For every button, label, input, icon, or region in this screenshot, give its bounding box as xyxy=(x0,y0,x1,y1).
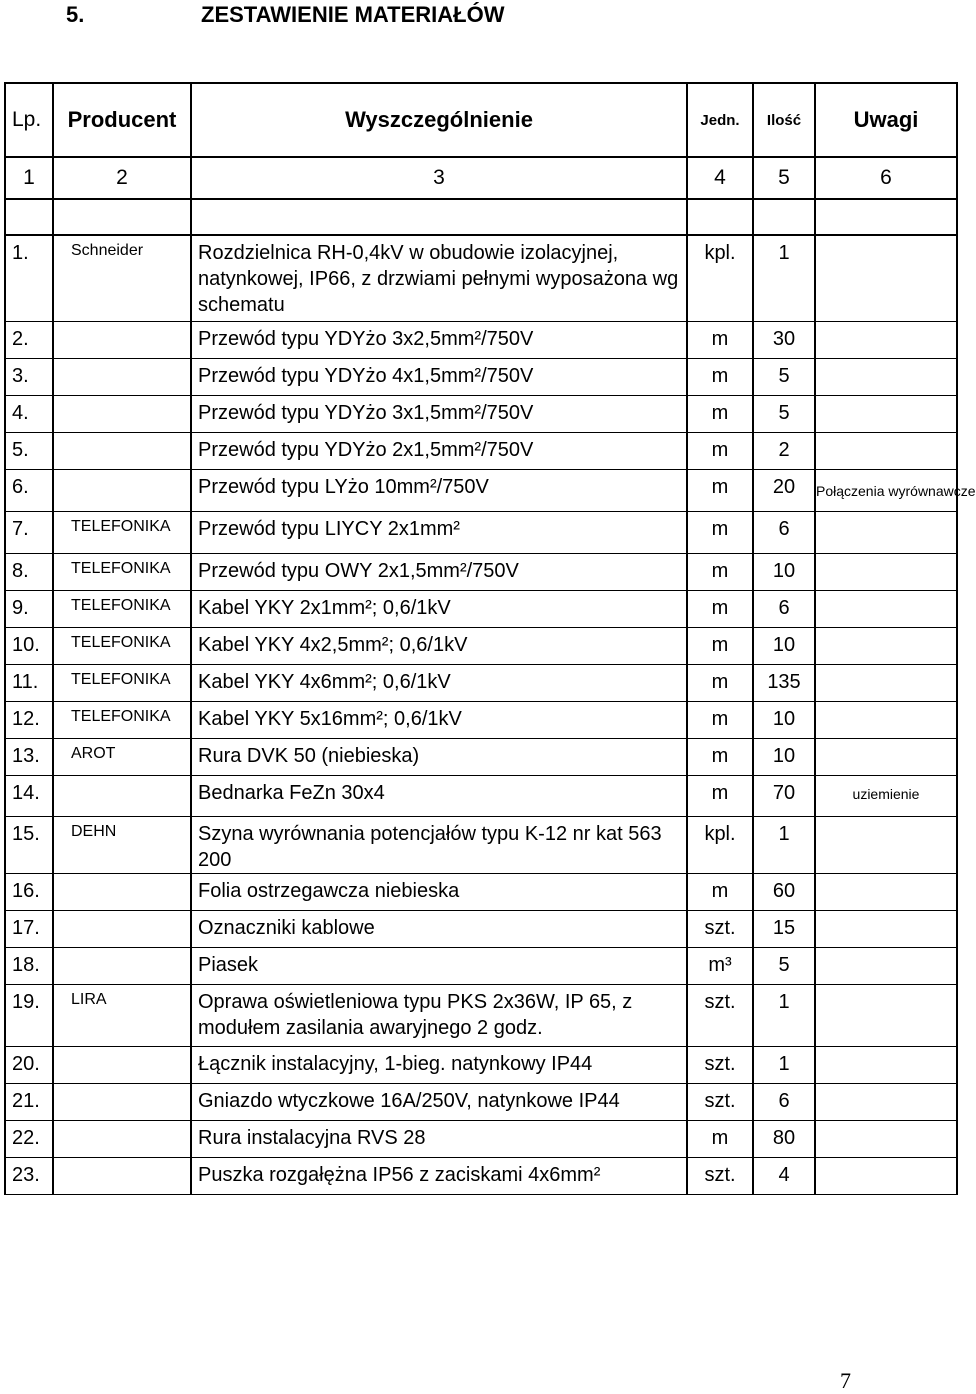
row-lp: 22. xyxy=(5,1121,53,1158)
table-row xyxy=(5,1121,957,1158)
header-wyszczegolnienie: Wyszczególnienie xyxy=(191,83,687,157)
row-producent: LIRA xyxy=(53,985,191,1047)
row-lp: 8. xyxy=(5,554,53,591)
row-uwagi xyxy=(815,739,957,776)
row-wyszczegolnienie: Przewód typu LYżo 10mm²/750V xyxy=(191,470,687,512)
row-lp: 2. xyxy=(5,322,53,359)
table-row xyxy=(5,433,957,470)
row-ilosc: 1 xyxy=(753,235,815,322)
row-producent xyxy=(53,396,191,433)
materials-table xyxy=(4,82,976,1195)
table-row xyxy=(5,985,957,1047)
row-ilosc: 20 xyxy=(753,470,815,512)
row-jedn: kpl. xyxy=(687,235,753,322)
page-number: 7 xyxy=(840,1368,851,1393)
row-lp: 11. xyxy=(5,665,53,702)
row-producent xyxy=(53,911,191,948)
row-lp: 20. xyxy=(5,1047,53,1084)
row-wyszczegolnienie: Rura DVK 50 (niebieska) xyxy=(191,739,687,776)
row-jedn: m xyxy=(687,322,753,359)
row-producent: TELEFONIKA xyxy=(53,628,191,665)
section-title: ZESTAWIENIE MATERIAŁÓW xyxy=(201,2,505,27)
row-wyszczegolnienie: Przewód typu YDYżo 2x1,5mm²/750V xyxy=(191,433,687,470)
row-jedn: m xyxy=(687,665,753,702)
row-lp: 9. xyxy=(5,591,53,628)
row-ilosc: 1 xyxy=(753,817,815,874)
spacer-cell xyxy=(5,199,53,235)
spacer-cell xyxy=(191,199,687,235)
row-uwagi xyxy=(815,1084,957,1121)
row-ilosc: 5 xyxy=(753,948,815,985)
spacer-cell xyxy=(53,199,191,235)
header-ilosc: Ilość xyxy=(753,83,815,157)
row-jedn: m³ xyxy=(687,948,753,985)
row-wyszczegolnienie: Rura instalacyjna RVS 28 xyxy=(191,1121,687,1158)
row-uwagi xyxy=(815,512,957,554)
row-lp: 14. xyxy=(5,776,53,817)
row-jedn: m xyxy=(687,739,753,776)
row-ilosc: 15 xyxy=(753,911,815,948)
section-heading xyxy=(66,0,505,30)
table-row xyxy=(5,396,957,433)
table-row xyxy=(5,874,957,911)
table-row xyxy=(5,591,957,628)
row-lp: 10. xyxy=(5,628,53,665)
row-ilosc: 10 xyxy=(753,739,815,776)
row-producent: TELEFONIKA xyxy=(53,665,191,702)
row-lp: 19. xyxy=(5,985,53,1047)
row-jedn: m xyxy=(687,396,753,433)
row-wyszczegolnienie: Oprawa oświetleniowa typu PKS 2x36W, IP 65, z modułem zasilania awaryjnego 2 godz. xyxy=(191,985,687,1047)
row-lp: 13. xyxy=(5,739,53,776)
row-jedn: szt. xyxy=(687,1047,753,1084)
table-row xyxy=(5,1158,957,1195)
row-uwagi xyxy=(815,591,957,628)
row-jedn: m xyxy=(687,433,753,470)
row-uwagi xyxy=(815,235,957,322)
table-row xyxy=(5,665,957,702)
row-wyszczegolnienie: Kabel YKY 4x6mm²; 0,6/1kV xyxy=(191,665,687,702)
row-jedn: kpl. xyxy=(687,817,753,874)
table-row xyxy=(5,702,957,739)
column-number: 2 xyxy=(53,157,191,199)
row-wyszczegolnienie: Przewód typu YDYżo 3x2,5mm²/750V xyxy=(191,322,687,359)
row-uwagi: uziemienie xyxy=(815,776,957,817)
row-wyszczegolnienie: Szyna wyrównania potencjałów typu K-12 nr kat 563 200 xyxy=(191,817,687,874)
row-jedn: m xyxy=(687,628,753,665)
row-ilosc: 10 xyxy=(753,554,815,591)
row-uwagi xyxy=(815,1158,957,1195)
row-wyszczegolnienie: Puszka rozgałężna IP56 z zaciskami 4x6mm² xyxy=(191,1158,687,1195)
table-row xyxy=(5,512,957,554)
row-producent xyxy=(53,1047,191,1084)
row-lp: 15. xyxy=(5,817,53,874)
row-uwagi xyxy=(815,1121,957,1158)
row-uwagi xyxy=(815,948,957,985)
row-wyszczegolnienie: Kabel YKY 5x16mm²; 0,6/1kV xyxy=(191,702,687,739)
row-lp: 12. xyxy=(5,702,53,739)
row-lp: 16. xyxy=(5,874,53,911)
row-lp: 7. xyxy=(5,512,53,554)
table-row xyxy=(5,776,957,817)
row-jedn: szt. xyxy=(687,1158,753,1195)
table-row xyxy=(5,739,957,776)
row-ilosc: 6 xyxy=(753,1084,815,1121)
row-producent: AROT xyxy=(53,739,191,776)
row-producent: DEHN xyxy=(53,817,191,874)
table-header-row xyxy=(5,83,957,157)
table-row xyxy=(5,1047,957,1084)
section-number: 5. xyxy=(66,2,85,27)
row-ilosc: 10 xyxy=(753,628,815,665)
row-producent xyxy=(53,359,191,396)
row-ilosc: 1 xyxy=(753,985,815,1047)
column-number: 1 xyxy=(5,157,53,199)
row-wyszczegolnienie: Bednarka FeZn 30x4 xyxy=(191,776,687,817)
table-row xyxy=(5,628,957,665)
row-producent xyxy=(53,433,191,470)
row-ilosc: 80 xyxy=(753,1121,815,1158)
row-ilosc: 70 xyxy=(753,776,815,817)
row-producent xyxy=(53,1121,191,1158)
row-wyszczegolnienie: Folia ostrzegawcza niebieska xyxy=(191,874,687,911)
row-wyszczegolnienie: Rozdzielnica RH-0,4kV w obudowie izolacyjnej, natynkowej, IP66, z drzwiami pełnymi wyposażona wg schematu xyxy=(191,235,687,322)
row-ilosc: 135 xyxy=(753,665,815,702)
column-number: 4 xyxy=(687,157,753,199)
row-producent xyxy=(53,1084,191,1121)
row-jedn: m xyxy=(687,1121,753,1158)
row-uwagi xyxy=(815,322,957,359)
table-row xyxy=(5,911,957,948)
row-wyszczegolnienie: Przewód typu YDYżo 4x1,5mm²/750V xyxy=(191,359,687,396)
column-numbers-row xyxy=(5,157,957,199)
header-lp: Lp. xyxy=(5,83,53,157)
row-jedn: m xyxy=(687,591,753,628)
header-producent: Producent xyxy=(53,83,191,157)
row-uwagi: Połączenia wyrównawcze xyxy=(815,470,957,512)
row-lp: 23. xyxy=(5,1158,53,1195)
row-jedn: m xyxy=(687,702,753,739)
row-wyszczegolnienie: Przewód typu YDYżo 3x1,5mm²/750V xyxy=(191,396,687,433)
row-jedn: m xyxy=(687,359,753,396)
row-producent xyxy=(53,874,191,911)
row-lp: 18. xyxy=(5,948,53,985)
row-ilosc: 5 xyxy=(753,359,815,396)
row-producent xyxy=(53,470,191,512)
row-wyszczegolnienie: Przewód typu OWY 2x1,5mm²/750V xyxy=(191,554,687,591)
row-wyszczegolnienie: Kabel YKY 2x1mm²; 0,6/1kV xyxy=(191,591,687,628)
spacer-cell xyxy=(687,199,753,235)
row-wyszczegolnienie: Łącznik instalacyjny, 1-bieg. natynkowy IP44 xyxy=(191,1047,687,1084)
spacer-cell xyxy=(753,199,815,235)
row-jedn: m xyxy=(687,776,753,817)
row-ilosc: 5 xyxy=(753,396,815,433)
row-ilosc: 2 xyxy=(753,433,815,470)
table-row xyxy=(5,359,957,396)
row-lp: 5. xyxy=(5,433,53,470)
row-uwagi xyxy=(815,1047,957,1084)
row-uwagi xyxy=(815,817,957,874)
row-ilosc: 4 xyxy=(753,1158,815,1195)
row-producent: TELEFONIKA xyxy=(53,554,191,591)
row-uwagi xyxy=(815,359,957,396)
row-uwagi xyxy=(815,911,957,948)
row-uwagi xyxy=(815,985,957,1047)
row-wyszczegolnienie: Kabel YKY 4x2,5mm²; 0,6/1kV xyxy=(191,628,687,665)
row-lp: 1. xyxy=(5,235,53,322)
row-lp: 21. xyxy=(5,1084,53,1121)
column-number: 5 xyxy=(753,157,815,199)
spacer-cell xyxy=(815,199,957,235)
row-wyszczegolnienie: Przewód typu LIYCY 2x1mm² xyxy=(191,512,687,554)
row-uwagi xyxy=(815,665,957,702)
row-ilosc: 6 xyxy=(753,591,815,628)
row-producent: TELEFONIKA xyxy=(53,591,191,628)
column-number: 6 xyxy=(815,157,957,199)
row-jedn: m xyxy=(687,554,753,591)
row-jedn: m xyxy=(687,512,753,554)
row-uwagi xyxy=(815,874,957,911)
row-lp: 6. xyxy=(5,470,53,512)
row-ilosc: 10 xyxy=(753,702,815,739)
row-wyszczegolnienie: Gniazdo wtyczkowe 16A/250V, natynkowe IP44 xyxy=(191,1084,687,1121)
spacer-row xyxy=(5,199,957,235)
row-ilosc: 30 xyxy=(753,322,815,359)
row-jedn: szt. xyxy=(687,911,753,948)
row-lp: 17. xyxy=(5,911,53,948)
row-jedn: szt. xyxy=(687,1084,753,1121)
row-lp: 4. xyxy=(5,396,53,433)
row-producent xyxy=(53,776,191,817)
row-jedn: m xyxy=(687,470,753,512)
row-lp: 3. xyxy=(5,359,53,396)
row-ilosc: 1 xyxy=(753,1047,815,1084)
row-uwagi xyxy=(815,433,957,470)
row-jedn: m xyxy=(687,874,753,911)
table-row xyxy=(5,554,957,591)
row-producent xyxy=(53,948,191,985)
table-row xyxy=(5,948,957,985)
header-jedn: Jedn. xyxy=(687,83,753,157)
row-ilosc: 6 xyxy=(753,512,815,554)
row-producent xyxy=(53,1158,191,1195)
row-uwagi xyxy=(815,396,957,433)
column-number: 3 xyxy=(191,157,687,199)
row-jedn: szt. xyxy=(687,985,753,1047)
row-producent xyxy=(53,322,191,359)
row-wyszczegolnienie: Piasek xyxy=(191,948,687,985)
row-uwagi xyxy=(815,702,957,739)
header-uwagi: Uwagi xyxy=(815,83,957,157)
row-uwagi xyxy=(815,554,957,591)
row-producent: TELEFONIKA xyxy=(53,702,191,739)
row-producent: Schneider xyxy=(53,235,191,322)
table-row xyxy=(5,817,957,874)
table-row xyxy=(5,235,957,322)
table-row xyxy=(5,470,957,512)
row-producent: TELEFONIKA xyxy=(53,512,191,554)
row-wyszczegolnienie: Oznaczniki kablowe xyxy=(191,911,687,948)
row-uwagi xyxy=(815,628,957,665)
row-ilosc: 60 xyxy=(753,874,815,911)
table-row xyxy=(5,1084,957,1121)
table-row xyxy=(5,322,957,359)
